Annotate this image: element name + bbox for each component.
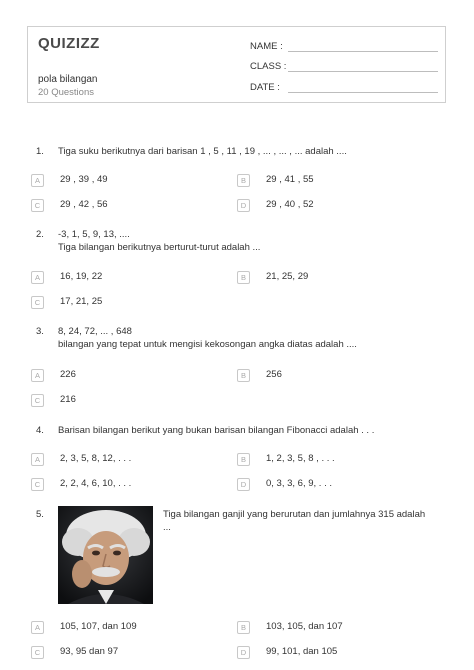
option-text: 29 , 42 , 56	[60, 199, 108, 210]
option-letter: C	[31, 296, 44, 309]
class-line	[288, 71, 438, 72]
question-4-number: 4.	[36, 425, 44, 436]
portrait-photo-icon	[58, 506, 153, 604]
option-text: 93, 95 dan 97	[60, 646, 119, 657]
question-3-line-1: 8, 24, 72, ... , 648	[58, 326, 132, 337]
option-text: 226	[60, 369, 76, 380]
option-letter: B	[237, 271, 250, 284]
option-text: 29 , 39 , 49	[60, 174, 108, 185]
question-2-line-2: Tiga bilangan berikutnya berturut-turut adalah ...	[58, 242, 261, 253]
question-1-text	[58, 145, 347, 158]
option-letter: A	[31, 621, 44, 634]
date-line	[288, 92, 438, 93]
option-text: 0, 3, 3, 6, 9, . . .	[266, 478, 333, 489]
date-field[interactable]	[250, 82, 280, 93]
option-text: 16, 19, 22	[60, 271, 103, 282]
option-letter: A	[31, 453, 44, 466]
name-line	[288, 51, 438, 52]
question-3-number: 3.	[36, 326, 44, 337]
question-2-text	[58, 228, 260, 254]
option-text: 103, 105, dan 107	[266, 621, 343, 632]
option-text: 105, 107, dan 109	[60, 621, 137, 632]
option-text: 29 , 40 , 52	[266, 199, 314, 210]
quizizz-logo: QUIZIZZ	[38, 35, 100, 52]
option-text: 2, 3, 5, 8, 12, . . .	[60, 453, 132, 464]
question-5-text	[163, 508, 443, 534]
option-letter: D	[237, 646, 250, 659]
question-5-number: 5.	[36, 509, 44, 520]
option-letter: A	[31, 271, 44, 284]
option-letter: B	[237, 453, 250, 466]
option-text: 99, 101, dan 105	[266, 646, 338, 657]
name-label: NAME :	[250, 41, 283, 52]
question-2-line-1: -3, 1, 5, 9, 13, ....	[58, 229, 130, 240]
option-letter: A	[31, 174, 44, 187]
einstein-portrait-image	[58, 506, 153, 604]
option-text: 17, 21, 25	[60, 296, 103, 307]
question-count: 20 Questions	[38, 87, 94, 98]
option-letter: C	[31, 199, 44, 212]
option-text: 21, 25, 29	[266, 271, 309, 282]
question-1-line: Tiga suku berikutnya dari barisan 1 , 5 , 11 , 19 , ... , ... , ... adalah ....	[58, 146, 347, 157]
worksheet-title: pola bilangan	[38, 74, 98, 85]
option-text: 29 , 41 , 55	[266, 174, 314, 185]
class-field[interactable]	[250, 61, 286, 72]
option-letter: C	[31, 478, 44, 491]
question-5-line-1: Tiga bilangan ganjil yang berurutan dan jumlahnya 315 adalah	[163, 509, 426, 520]
option-letter: B	[237, 369, 250, 382]
worksheet-header	[27, 26, 446, 103]
question-4-line: Barisan bilangan berikut yang bukan barisan bilangan Fibonacci adalah . . .	[58, 425, 375, 436]
option-text: 216	[60, 394, 76, 405]
class-label: CLASS :	[250, 61, 287, 72]
option-letter: B	[237, 621, 250, 634]
option-letter: D	[237, 478, 250, 491]
option-letter: D	[237, 199, 250, 212]
option-text: 256	[266, 369, 282, 380]
question-3-line-2: bilangan yang tepat untuk mengisi kekosongan angka diatas adalah ....	[58, 339, 357, 350]
option-text: 2, 2, 4, 6, 10, . . .	[60, 478, 132, 489]
question-1-number: 1.	[36, 146, 44, 157]
question-5-line-2: ...	[163, 522, 171, 533]
question-3-text	[58, 325, 357, 351]
option-text: 1, 2, 3, 5, 8 , . . .	[266, 453, 335, 464]
option-letter: B	[237, 174, 250, 187]
name-field[interactable]	[250, 41, 283, 52]
date-label: DATE :	[250, 82, 280, 93]
question-2-number: 2.	[36, 229, 44, 240]
option-letter: C	[31, 394, 44, 407]
option-letter: C	[31, 646, 44, 659]
option-letter: A	[31, 369, 44, 382]
question-4-text	[58, 424, 374, 437]
